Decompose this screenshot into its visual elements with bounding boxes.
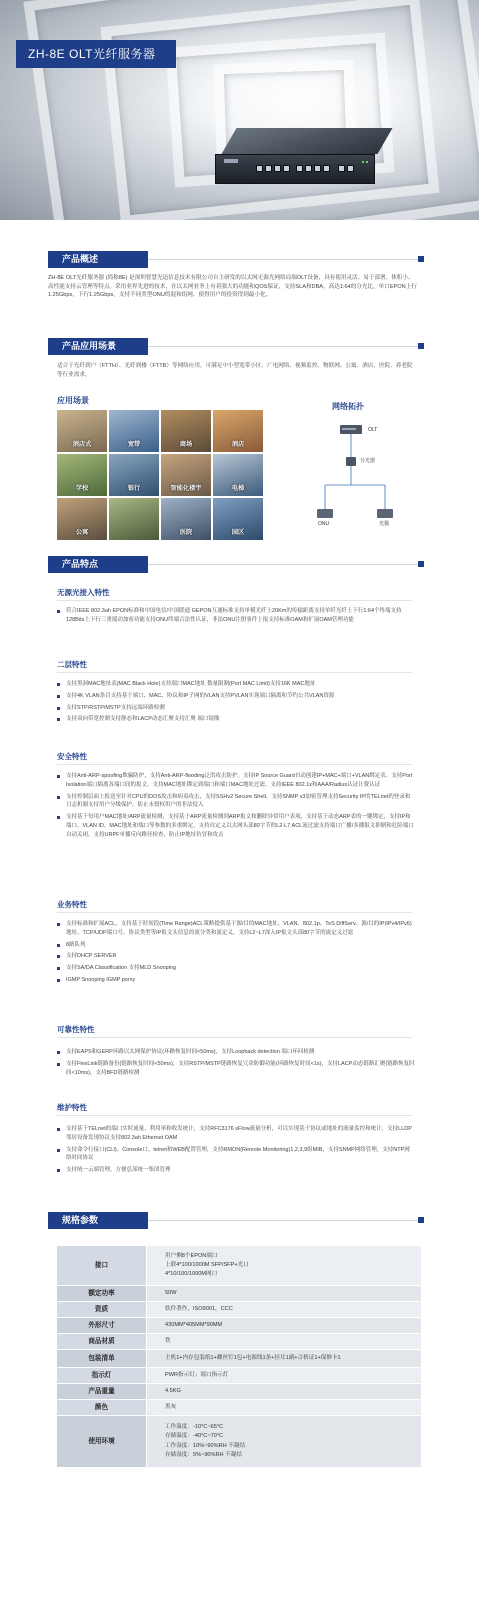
device-port (265, 165, 272, 172)
scene-label: 银行 (127, 485, 141, 493)
feature-item: 支持Anti-ARP-spoofing欺骗防护，支持Anti-ARP-flooding泛洪攻击防护。支持IP Source Guard自动创建IP+MAC+端口+VLAN绑定表。支持Port Isolation端口隔离各端口间的报文。支持MAC地址绑定到端口和端口MAC地址过滤。支持IEEE 802.1x和AAA/Radius认证计费认证 (57, 772, 415, 790)
device-port (274, 165, 281, 172)
spec-key: 指示灯 (57, 1368, 147, 1384)
spec-key: 额定功率 (57, 1286, 147, 1302)
spec-value (147, 1246, 422, 1286)
spec-row (57, 1286, 422, 1302)
feature-item: 支持EAPS和GERP环路以太网保护协议(环路恢复时间<50ms)，支持Loopback detection 端口环回检测 (57, 1048, 415, 1057)
scene-label: 医院 (179, 529, 193, 537)
scene-label: 智能化楼宇 (170, 485, 202, 493)
device-front (215, 154, 375, 184)
divider (57, 1037, 412, 1038)
spec-value (147, 1318, 422, 1334)
spec-value (147, 1400, 422, 1416)
scene-image (213, 454, 263, 496)
scene-image (161, 454, 211, 496)
device-port (347, 165, 354, 172)
feature-item: 支持DHCP SERVER (57, 952, 415, 961)
feature-item: 支持命令行接口(CLI)、Console口、telnet和WEB配置管理，支持RMON(Remote Monitoring)1,2,3,9组MIB，支持SNMP网络管理，支持NTP网络时间协议 (57, 1146, 415, 1164)
feature-group-title: 安全特性 (57, 752, 87, 761)
scene-image (57, 498, 107, 540)
feature-item: 符合IEEE 802.3ah EPON标准和中国电信/中国联通 GEPON互通标准支持单模光纤上20Km的传输距离支持单纤光纤上下行1:64个终端支持128Bits上下行三重搅动加密功能支持ONU终端合法性认证，非法ONU注册事件上报支持标准OAM和扩展OAM管理功能 (57, 607, 415, 625)
section-title: 产品特点 (62, 559, 99, 569)
spec-value (147, 1302, 422, 1318)
spec-value-line: 用户侧8个EPON端口 (165, 1252, 218, 1259)
feature-item: 支持标准和扩展ACL，支持基于时间段(Time Range)ACL策略提供基于源/目的MAC地址、VLAN、802.1p、ToS DiffServ、源/目的IP(IPv4/IPv6)地址、TCP/UDP端口号、协议类型等IP报文头信息的流分类和流定义，支持L2~L7深入IP报文头部80字节的流定义过滤 (57, 920, 415, 938)
device-led (366, 161, 368, 163)
device-port (323, 165, 330, 172)
spec-value-line: PWR指示灯；端口指示灯 (165, 1371, 229, 1378)
spec-key: 接口 (57, 1246, 147, 1286)
spec-row (57, 1334, 422, 1350)
network-topology-diagram (300, 413, 420, 543)
device-top (221, 128, 392, 154)
scenes-title: 应用场景 (57, 396, 89, 405)
feature-group-title: 维护特性 (57, 1103, 87, 1112)
feature-list (57, 607, 415, 628)
spec-row (57, 1416, 422, 1468)
spec-row (57, 1368, 422, 1384)
spec-key: 颜色 (57, 1400, 147, 1416)
feature-group-title: 无源光接入特性 (57, 588, 110, 597)
scene-label: 宽带 (127, 441, 141, 449)
feature-item: 支持黑洞MAC地址表(MAC Black Hole)支持端口MAC地址 数量限制(Port MAC Limit)支持16K MAC地址 (57, 680, 415, 689)
spec-value-line: 4*10/100/1000M网口 (165, 1271, 218, 1278)
spec-value-line: 铁 (165, 1337, 171, 1344)
device-logo (224, 159, 238, 163)
scene-image (213, 410, 263, 452)
device-port (305, 165, 312, 172)
feature-item: 支持基于每用户MAC地址/ARP流量检测，支持基于ARP流量检测到ARP报文和删除异常用户表项，支持基于动态ARP表的一键绑定，支持IP和端口、VLAN ID、MAC地址和端口等参数的多重绑定，支持自定义以太网头部80字节的L2-L7 ACL流过滤支持端口广播/多播报文抑制和危险端口自动关闭，支持URPF单播反向路径检查，防止IP地址仿冒和攻击 (57, 813, 415, 839)
feature-item: 支持基于TELnet的端口实时流量、利用率和收发统计，支持RFC3176 sFlow流量分析，可以实现基于协议或地址的流量监控和统计，支持LLDP邻居设备发现协议支持802.3ah Ethernet OAM (57, 1125, 415, 1143)
spec-key: 包装清单 (57, 1350, 147, 1368)
feature-item: 支持4K VLAN条目支持基于端口、MAC、协议和IP子网的VLAN支持PVLAN实现端口隔离和节约公共VLAN资源 (57, 692, 415, 701)
scene-label: 酒店式 (72, 441, 92, 449)
spec-value-line: 存储温度：-40°C~70°C (165, 1433, 224, 1440)
overview-text: ZH-8E OLT光纤服务器 (简称8E) 是深圳智慧光迅信息技术有限公司自主研发的以太网无源光网络局端OLT设备，具有使用灵活、易于部署、体积小、高性能支持云管理等特点。采用业界先进的技术，在以太网业务上有着强大的功能和QOS保证，支持SLA和DBA。高达1:64的分光比，单口EPON上行1.25Gbps，下行1.25Gbps，支持不同类型ONU的混和组网，使得用户的投资得到最小化。 (48, 275, 417, 299)
feature-item: 支持FlexLink链路备份(链路恢复时间<50ms)，支持RSTP/MSTP链路恢复冗余防御功能(环路恢复时间<1s)，支持LACP动态链路汇聚(链路恢复时间<10ms)，支持BFD链路检测 (57, 1060, 415, 1078)
hero-title-bar (16, 40, 176, 68)
spec-key: 外形尺寸 (57, 1318, 147, 1334)
spec-value-line: 4.5KG (165, 1387, 181, 1394)
feature-group-title: 业务特性 (57, 900, 87, 909)
device-port (296, 165, 303, 172)
page-title: ZH-8E OLT光纤服务器 (28, 47, 156, 61)
topology-label-optical: 光猫 (379, 521, 390, 527)
spec-key: 产品重量 (57, 1384, 147, 1400)
device-port (314, 165, 321, 172)
divider (57, 1115, 412, 1116)
feature-list (57, 680, 415, 727)
section-title: 产品应用场景 (62, 341, 117, 351)
spec-value-line: 430MM*405MM*90MM (165, 1321, 223, 1328)
scene-label: 公寓 (75, 529, 89, 537)
feature-item: 8路队列 (57, 941, 415, 950)
spec-value-line: 上联4*100/1000M SFP/SFP+光口 (165, 1261, 249, 1268)
device-port (256, 165, 263, 172)
scene-gallery (57, 410, 263, 540)
spec-value-line: 工作温度：-10°C~65°C (165, 1424, 224, 1431)
divider (57, 764, 412, 765)
spec-value-line: 存储湿度：5%~90%RH 不凝结 (165, 1451, 242, 1458)
feature-item: IGMP Snooping IGMP porxy (57, 976, 415, 985)
device-port (283, 165, 290, 172)
feature-item: 支持控制层面上报送至针对CPU的DOS攻击和病毒攻击，支持SSHv2 Secure Shell，支持SNMP v3加密管理支持Security IP的TELnet的登录和日志机制支持用户分级保护，防止未授权用户的非法侵入 (57, 793, 415, 811)
feature-item: 支持双向带宽控制支持静态和LACP动态汇聚支持汇聚 端口镜像 (57, 715, 415, 724)
hero-banner (0, 0, 479, 220)
scene-image (109, 454, 159, 496)
scene-label: 学校 (75, 485, 89, 493)
spec-row (57, 1302, 422, 1318)
feature-item: 支持SA/DA Classification 支持MLD Snooping (57, 964, 415, 973)
application-text: 适合于光纤到户（FTTH）、光纤到楼（FTTB）等网络应用，可满足中小型宽带小区、广电网络、视频监控、物联网、公寓、酒店、医院、养老院等行业需求。 (57, 363, 413, 378)
device-port (338, 165, 345, 172)
olt-device-image (215, 128, 385, 186)
spec-table (56, 1245, 422, 1468)
device-led (362, 161, 364, 163)
spec-value (147, 1334, 422, 1350)
section-title: 规格参数 (62, 1215, 99, 1225)
scene-label: 商场 (179, 441, 193, 449)
spec-value (147, 1368, 422, 1384)
scene-image (109, 410, 159, 452)
feature-list (57, 1048, 415, 1080)
spec-key: 商品材质 (57, 1334, 147, 1350)
spec-value (147, 1416, 422, 1468)
topology-label-onu: ONU (318, 521, 330, 527)
spec-value-line: 50W (165, 1289, 177, 1296)
section-header-features (48, 556, 418, 573)
divider (57, 600, 412, 601)
scene-image (57, 410, 107, 452)
spec-value-line: 软件著作，ISO9001，CCC (165, 1305, 233, 1312)
spec-value-line: 工作湿度：10%~90%RH 不凝结 (165, 1442, 246, 1449)
scene-image (161, 410, 211, 452)
divider (57, 672, 412, 673)
spec-row (57, 1318, 422, 1334)
topology-label-splitter: 分光器 (360, 458, 376, 464)
section-header-specs (48, 1212, 418, 1229)
feature-list (57, 1125, 415, 1178)
spec-value-line: 黑灰 (165, 1403, 177, 1410)
feature-group-title: 可靠性特性 (57, 1025, 95, 1034)
scene-image (213, 498, 263, 540)
feature-item: 支持STP/RSTP/MSTP支持远端环路检测 (57, 704, 415, 713)
scene-image (161, 498, 211, 540)
spec-key: 资质 (57, 1302, 147, 1318)
topology-title: 网络拓扑 (332, 402, 364, 411)
topology-label-olt: OLT (368, 427, 378, 433)
scene-label: 园区 (231, 529, 245, 537)
section-title: 产品概述 (62, 254, 99, 264)
feature-group-title: 二层特性 (57, 660, 87, 669)
spec-row (57, 1400, 422, 1416)
feature-list (57, 920, 415, 988)
section-header-application (48, 338, 418, 355)
feature-list (57, 772, 415, 843)
spec-value (147, 1286, 422, 1302)
spec-value (147, 1384, 422, 1400)
spec-key: 使用环境 (57, 1416, 147, 1468)
divider (57, 912, 412, 913)
scene-label: 酒店 (231, 441, 245, 449)
section-header-overview (48, 251, 418, 268)
spec-row (57, 1350, 422, 1368)
scene-image (57, 454, 107, 496)
spec-row (57, 1246, 422, 1286)
feature-item: 支持统一云端管理，方便总部统一集团管理 (57, 1166, 415, 1175)
scene-label: 电梯 (231, 485, 245, 493)
spec-value (147, 1350, 422, 1368)
spec-row (57, 1384, 422, 1400)
scene-image (109, 498, 159, 540)
spec-value-line: 主机1+内存包装纸1+螺丝钉1包+电源线1条+挂耳1副+合格证1+保修卡1 (165, 1354, 341, 1361)
